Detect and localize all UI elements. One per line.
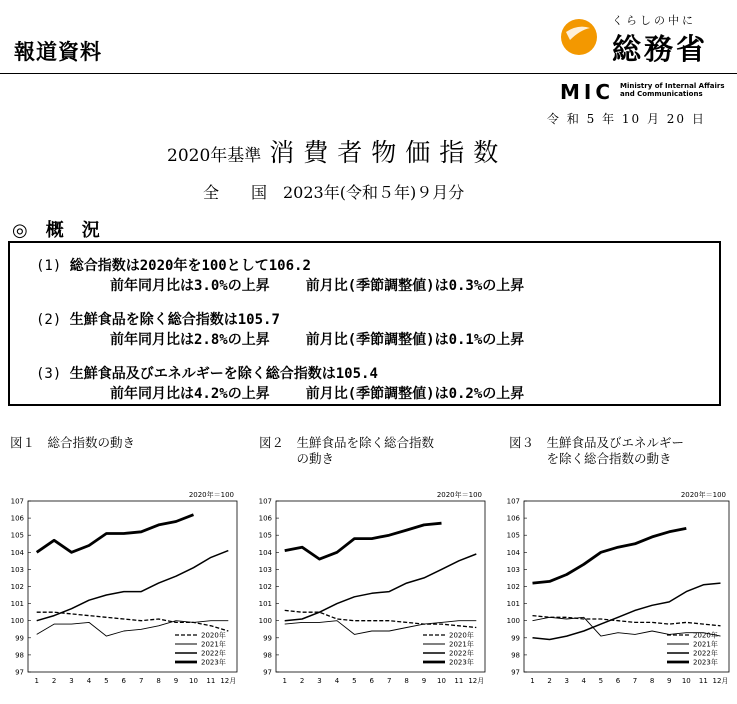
page-title [167, 133, 507, 169]
y-tick-label: 98 [263, 651, 272, 660]
item-yoy: 前年同月比は2.8%の上昇 [110, 332, 270, 348]
y-tick-label: 98 [15, 651, 24, 660]
page-subtitle: 全 国 2023年(令和５年)９月分 [203, 183, 465, 202]
x-tick-label: 12月 [468, 677, 485, 685]
y-tick-label: 101 [258, 600, 272, 609]
item-mom: 前月比(季節調整値)は0.2%の上昇 [305, 386, 525, 402]
x-tick-label: 2 [547, 677, 552, 685]
caption-line: の動き [259, 451, 335, 466]
legend-label: 2023年 [201, 658, 226, 667]
caption-line: 図３ 生鮮食品及びエネルギー [509, 435, 685, 450]
header-divider [0, 73, 737, 74]
item-number: (1) [36, 258, 62, 274]
x-tick-label: 5 [352, 677, 357, 685]
x-tick-label: 9 [421, 677, 427, 685]
legend-label: 2021年 [449, 640, 474, 649]
figure-2-caption [259, 435, 434, 467]
y-tick-label: 97 [15, 668, 24, 677]
item-yoy: 前年同月比は4.2%の上昇 [110, 386, 270, 402]
x-tick-label: 9 [173, 677, 179, 685]
y-tick-label: 104 [506, 548, 520, 557]
x-tick-label: 7 [632, 677, 638, 685]
x-tick-label: 1 [34, 677, 39, 685]
y-tick-label: 103 [258, 565, 272, 574]
legend-label: 2023年 [449, 658, 474, 667]
legend-label: 2022年 [693, 649, 718, 658]
y-tick-label: 107 [10, 497, 24, 506]
y-tick-label: 105 [506, 531, 520, 540]
x-tick-label: 6 [121, 677, 127, 685]
y-tick-label: 107 [506, 497, 520, 506]
item-number: (3) [36, 366, 62, 382]
x-tick-label: 11 [454, 677, 464, 685]
x-tick-label: 10 [681, 677, 691, 685]
base-year-note: 2020年＝100 [436, 491, 482, 499]
legend-label: 2020年 [201, 631, 226, 640]
title-main: 消費者物価指数 [269, 138, 508, 167]
chart-core-core-cpi [496, 485, 737, 695]
y-tick-label: 99 [263, 634, 272, 643]
logo-tagline: くらしの中に [612, 14, 696, 27]
y-tick-label: 106 [506, 514, 520, 523]
y-tick-label: 102 [258, 583, 272, 591]
y-tick-label: 103 [10, 565, 24, 574]
x-tick-label: 9 [666, 677, 672, 685]
series-line-2021年 [285, 621, 477, 635]
x-tick-label: 4 [581, 677, 587, 685]
item-mom: 前月比(季節調整値)は0.3%の上昇 [305, 278, 525, 294]
x-tick-label: 8 [404, 677, 409, 685]
x-tick-label: 5 [598, 677, 604, 685]
logo-en-line2: and Communications [620, 90, 703, 98]
x-tick-label: 2 [51, 677, 57, 685]
x-tick-label: 4 [334, 677, 340, 685]
legend-label: 2023年 [693, 658, 718, 667]
x-tick-label: 12月 [220, 677, 237, 685]
x-tick-label: 3 [317, 677, 322, 685]
x-tick-label: 3 [564, 677, 569, 685]
x-tick-label: 5 [104, 677, 109, 685]
y-tick-label: 101 [10, 600, 24, 609]
x-tick-label: 12月 [712, 677, 729, 685]
x-tick-label: 7 [386, 677, 392, 685]
y-tick-label: 106 [258, 514, 272, 523]
x-tick-label: 8 [156, 677, 161, 685]
y-tick-label: 107 [258, 497, 272, 506]
legend-label: 2022年 [201, 649, 226, 658]
base-year-note: 2020年＝100 [188, 491, 234, 499]
base-year-note: 2020年＝100 [680, 491, 726, 499]
y-tick-label: 98 [511, 651, 520, 660]
x-tick-label: 7 [138, 677, 144, 685]
overview-heading: ◎ 概 況 [12, 220, 100, 241]
item-mom: 前月比(季節調整値)は0.1%の上昇 [305, 332, 525, 348]
x-tick-label: 10 [188, 677, 198, 685]
y-tick-label: 99 [511, 634, 520, 643]
y-tick-label: 105 [10, 531, 24, 540]
y-tick-label: 104 [258, 548, 272, 557]
release-date: 令 和 5 年 10 月 20 日 [547, 112, 706, 126]
y-tick-label: 102 [10, 583, 24, 591]
item-number: (2) [36, 312, 62, 328]
series-line-2023年 [285, 523, 442, 559]
item-lead: 生鮮食品を除く総合指数は105.7 [69, 312, 280, 328]
overview-box [8, 241, 721, 406]
y-tick-label: 100 [258, 617, 272, 626]
logo-abbrev: MIC [560, 80, 615, 104]
y-tick-label: 106 [10, 514, 24, 523]
legend-label: 2021年 [201, 640, 226, 649]
x-tick-label: 10 [436, 677, 446, 685]
x-tick-label: 3 [69, 677, 74, 685]
y-tick-label: 97 [511, 668, 520, 677]
caption-line: 図１ 総合指数の動き [10, 435, 136, 450]
x-tick-label: 11 [206, 677, 216, 685]
y-tick-label: 100 [506, 617, 520, 626]
x-tick-label: 1 [282, 677, 287, 685]
y-tick-label: 97 [263, 668, 272, 677]
chart-core-cpi [248, 485, 493, 695]
legend-label: 2020年 [693, 631, 718, 640]
series-line-2020年 [285, 610, 477, 627]
chart-headline-cpi [0, 485, 245, 695]
x-tick-label: 6 [615, 677, 621, 685]
series-line-2022年 [285, 554, 477, 621]
y-tick-label: 102 [506, 583, 520, 591]
legend-label: 2021年 [693, 640, 718, 649]
series-line-2022年 [37, 551, 229, 621]
legend-label: 2020年 [449, 631, 474, 640]
y-tick-label: 101 [506, 600, 520, 609]
x-tick-label: 4 [86, 677, 92, 685]
y-tick-label: 104 [10, 548, 24, 557]
caption-line: 図２ 生鮮食品を除く総合指数 [259, 435, 435, 450]
logo-english-name [620, 82, 725, 98]
x-tick-label: 6 [369, 677, 375, 685]
y-tick-label: 105 [258, 531, 272, 540]
caption-line: を除く総合指数の動き [509, 451, 672, 466]
y-tick-label: 103 [506, 565, 520, 574]
item-lead: 総合指数は2020年を100として106.2 [69, 258, 311, 274]
title-prefix: 2020年基準 [167, 146, 262, 166]
press-release-label: 報道資料 [14, 40, 102, 64]
y-tick-label: 100 [10, 617, 24, 626]
y-tick-label: 99 [15, 634, 24, 643]
series-line-2023年 [37, 515, 194, 553]
x-tick-label: 2 [299, 677, 305, 685]
figure-3-caption [509, 435, 684, 467]
item-yoy: 前年同月比は3.0%の上昇 [110, 278, 270, 294]
series-line-2020年 [533, 616, 721, 626]
legend-label: 2022年 [449, 649, 474, 658]
x-tick-label: 8 [649, 677, 655, 685]
logo-name: 総務省 [612, 32, 709, 66]
series-line-2023年 [533, 528, 687, 583]
logo-en-line1: Ministry of Internal Affairs [620, 82, 725, 90]
x-tick-label: 11 [698, 677, 708, 685]
figure-1-caption [10, 435, 135, 451]
x-tick-label: 1 [530, 677, 535, 685]
item-lead: 生鮮食品及びエネルギーを除く総合指数は105.4 [69, 366, 378, 382]
mic-sun-logo-icon [560, 18, 598, 56]
